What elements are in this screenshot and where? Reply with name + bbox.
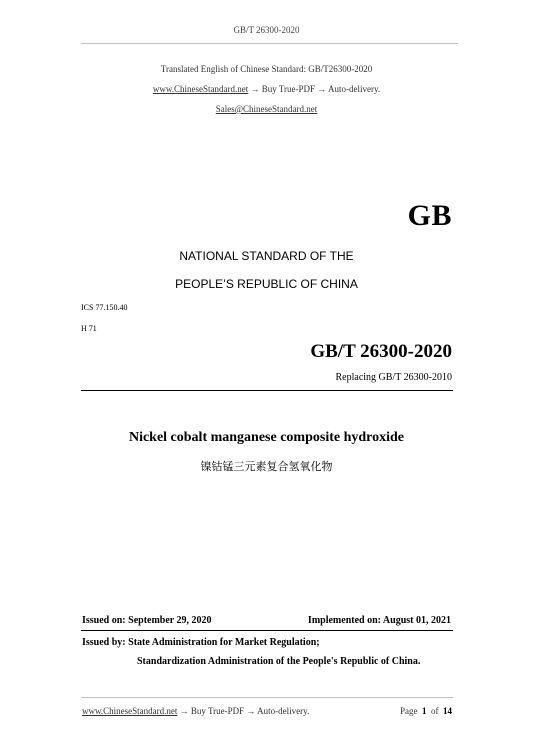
sales-email-link[interactable]: Sales@ChineseStandard.net — [215, 104, 318, 114]
footer-notice-text: → Buy True-PDF → Auto-delivery. — [177, 706, 310, 716]
title-divider — [81, 390, 453, 391]
running-header: GB/T 26300-2020 — [233, 25, 300, 35]
standard-number: GB/T 26300-2020 — [310, 341, 452, 362]
footer-website-link[interactable]: www.ChineseStandard.net — [82, 706, 178, 716]
national-standard-line2: PEOPLE’S REPUBLIC OF CHINA — [175, 277, 358, 291]
issued-by-line1: Issued by: State Administration for Market Regulation; — [82, 637, 320, 648]
ics-code: ICS 77.150.40 — [81, 303, 128, 312]
header-divider — [81, 43, 458, 44]
email-line — [0, 104, 533, 114]
page-label: Page — [400, 706, 418, 716]
issue-divider — [81, 630, 453, 631]
translation-notice: Translated English of Chinese Standard: GB/T26300-2020 — [160, 64, 373, 74]
issued-by-line2: Standardization Administration of the People's Republic of China. — [137, 656, 421, 667]
website-link[interactable]: www.ChineseStandard.net — [152, 84, 249, 94]
gb-mark: GB — [407, 199, 452, 232]
issued-on: Issued on: September 29, 2020 — [82, 615, 212, 626]
replacing-standard: Replacing GB/T 26300-2010 — [335, 372, 452, 383]
footer-notice — [82, 706, 309, 716]
implemented-on: Implemented on: August 01, 2021 — [307, 615, 451, 626]
ccs-code: H 71 — [81, 324, 97, 333]
title-english: Nickel cobalt manganese composite hydroxide — [128, 430, 405, 445]
page-number: 1 — [422, 706, 427, 716]
title-chinese: 镍钴锰三元素复合氢氧化物 — [200, 460, 333, 473]
purchase-notice-text: → Buy True-PDF → Auto-delivery. — [248, 84, 381, 94]
purchase-notice — [0, 84, 533, 94]
of-label: of — [431, 706, 439, 716]
page-indicator — [400, 706, 452, 716]
page-total: 14 — [443, 706, 452, 716]
national-standard-line1: NATIONAL STANDARD OF THE — [179, 249, 354, 263]
footer-divider — [81, 697, 453, 698]
